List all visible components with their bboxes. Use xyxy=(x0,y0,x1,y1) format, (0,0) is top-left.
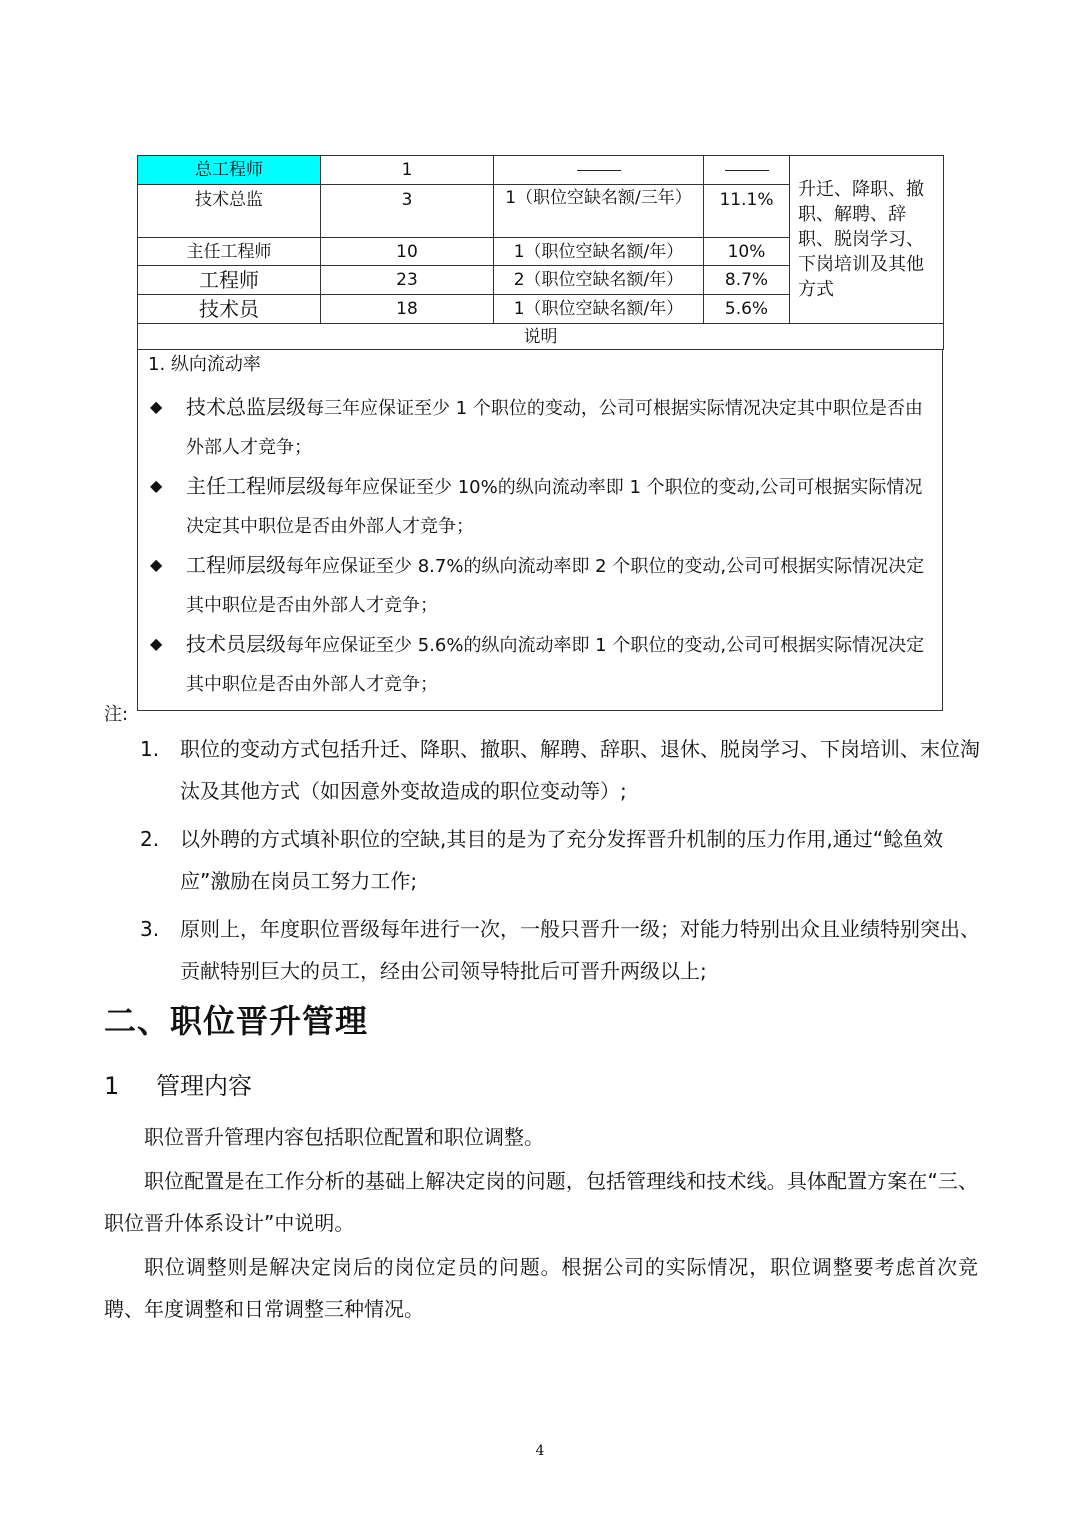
section-title: 二、职位晋升管理 xyxy=(104,1002,369,1040)
position-table xyxy=(137,155,943,711)
page-number: 4 xyxy=(535,1443,545,1459)
bullet-text: 每年应保证至少 10%的纵向流动率即 1 个职位的变动,公司可根据实际情况决定其中职位是否由外部人才竞争； xyxy=(186,477,923,537)
position-cell: 技术员 xyxy=(138,295,321,324)
subsection-number: 1 xyxy=(104,1072,120,1100)
turnover-cell: 2（职位空缺名额/年） xyxy=(494,266,704,295)
level-label: 技术员层级 xyxy=(186,632,286,656)
subsection-title xyxy=(104,1066,252,1101)
rate-cell: 10% xyxy=(704,238,790,266)
diamond-bullet-icon: ◆ xyxy=(150,634,163,653)
explain-section xyxy=(137,350,943,711)
list-item xyxy=(148,546,934,625)
note-number: 3. xyxy=(140,917,160,941)
table-row xyxy=(138,156,944,185)
note-text: 以外聘的方式填补职位的空缺,其目的是为了充分发挥晋升机制的压力作用,通过“鲶鱼效应”激励在岗员工努力工作; xyxy=(180,827,944,893)
list-item xyxy=(148,467,934,546)
list-item xyxy=(140,818,980,902)
paragraph: 职位配置是在工作分析的基础上解决定岗的问题，包括管理线和技术线。具体配置方案在“三、职位晋升体系设计”中说明。 xyxy=(104,1169,978,1235)
diamond-bullet-icon: ◆ xyxy=(150,397,163,416)
turnover-cell: 1（职位空缺名额/年） xyxy=(494,238,704,266)
bullet-text: 每年应保证至少 5.6%的纵向流动率即 1 个职位的变动,公司可根据实际情况决定其中职位是否由外部人才竞争； xyxy=(186,635,925,695)
level-label: 主任工程师层级 xyxy=(186,474,326,498)
list-item xyxy=(148,388,934,467)
subsection-title-text: 管理内容 xyxy=(156,1072,252,1100)
turnover-cell xyxy=(494,156,704,185)
bullet-text: 每三年应保证至少 1 个职位的变动，公司可根据实际情况决定其中职位是否由外部人才竞争； xyxy=(186,398,923,458)
note-text: 原则上，年度职位晋级每年进行一次，一般只晋升一级；对能力特别出众且业绩特别突出、贡献特别巨大的员工，经由公司领导特批后可晋升两级以上; xyxy=(180,917,980,983)
rate-cell: 11.1% xyxy=(704,185,790,238)
paragraph: 职位调整则是解决定岗后的岗位定员的问题。根据公司的实际情况，职位调整要考虑首次竞聘、年度调整和日常调整三种情况。 xyxy=(104,1255,978,1321)
note-number: 1. xyxy=(140,737,160,761)
diamond-bullet-icon: ◆ xyxy=(150,476,163,495)
explain-header: 说明 xyxy=(138,324,944,350)
list-item xyxy=(140,728,980,812)
rate-cell: 8.7% xyxy=(704,266,790,295)
count-cell: 18 xyxy=(321,295,494,324)
rate-cell: 5.6% xyxy=(704,295,790,324)
list-item xyxy=(140,908,980,992)
rate-cell xyxy=(704,156,790,185)
explain-title: 1. 纵向流动率 xyxy=(148,354,261,375)
count-cell: 1 xyxy=(321,156,494,185)
turnover-cell: 1（职位空缺名额/年） xyxy=(494,295,704,324)
diamond-bullet-icon: ◆ xyxy=(150,555,163,574)
notes-heading: 注: xyxy=(104,704,129,725)
count-cell: 23 xyxy=(321,266,494,295)
dash-mark xyxy=(577,170,621,171)
position-cell: 总工程师 xyxy=(138,156,321,185)
position-cell: 工程师 xyxy=(138,266,321,295)
paragraph: 职位晋升管理内容包括职位配置和职位调整。 xyxy=(144,1125,544,1149)
turnover-cell: 1（职位空缺名额/三年） xyxy=(494,185,704,238)
explain-header-row xyxy=(138,324,944,350)
note-text: 职位的变动方式包括升迁、降职、撤职、解聘、辞职、退休、脱岗学习、下岗培训、末位淘汰及其他方式（如因意外变故造成的职位变动等）; xyxy=(180,737,980,803)
count-cell: 3 xyxy=(321,185,494,238)
list-item xyxy=(148,625,934,704)
position-cell: 主任工程师 xyxy=(138,238,321,266)
bullet-text: 每年应保证至少 8.7%的纵向流动率即 2 个职位的变动,公司可根据实际情况决定其中职位是否由外部人才竞争； xyxy=(186,556,925,616)
position-cell: 技术总监 xyxy=(138,185,321,238)
level-label: 技术总监层级 xyxy=(186,395,306,419)
level-label: 工程师层级 xyxy=(186,553,286,577)
count-cell: 10 xyxy=(321,238,494,266)
notes-list xyxy=(140,728,980,998)
remark-cell: 升迁、降职、撤职、解聘、辞职、脱岗学习、下岗培训及其他方式 xyxy=(790,156,944,324)
dash-mark xyxy=(725,170,769,171)
note-number: 2. xyxy=(140,827,160,851)
section-body xyxy=(104,1116,978,1332)
